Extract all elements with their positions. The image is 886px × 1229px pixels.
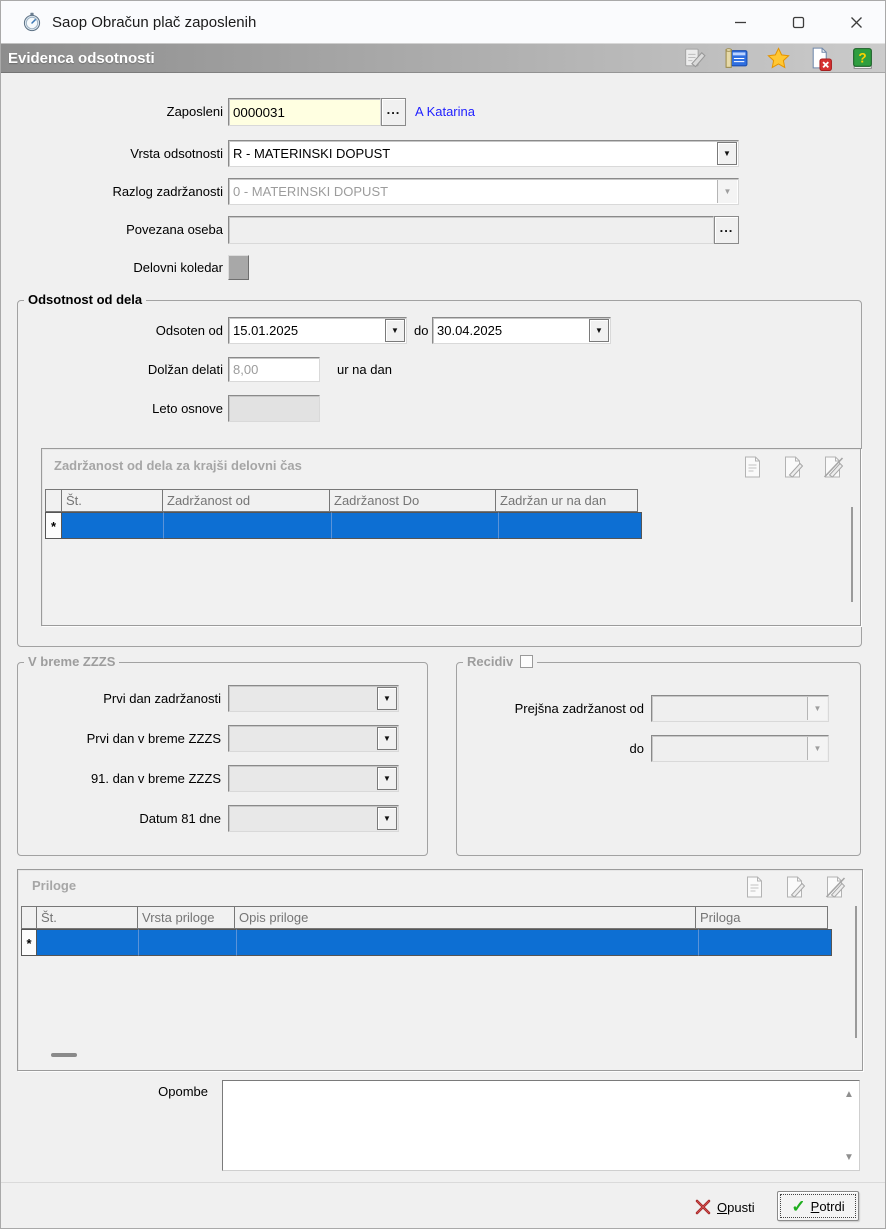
- zaposleni-label: Zaposleni: [166, 104, 223, 119]
- datum-81-dne-label: Datum 81 dne: [139, 811, 221, 826]
- opombe-label: Opombe: [158, 1084, 208, 1099]
- row-indicator: *: [45, 512, 62, 539]
- window-title: Saop Obračun plač zaposlenih: [52, 13, 257, 31]
- leto-osnove-label: Leto osnove: [152, 401, 223, 416]
- column-header[interactable]: Zadržanost od: [162, 489, 330, 512]
- edit-row-icon: [781, 455, 804, 479]
- dropdown-arrow-icon: ▼: [807, 697, 827, 720]
- potrdi-button[interactable]: [777, 1191, 859, 1221]
- delete-document-icon[interactable]: [808, 46, 833, 71]
- form-title: Evidenca odsotnosti: [8, 49, 155, 67]
- vertical-scrollbar[interactable]: [855, 906, 857, 1038]
- table-cell[interactable]: [164, 512, 332, 539]
- stopwatch-icon: [22, 12, 42, 32]
- povezana-oseba-label: Povezana oseba: [126, 222, 223, 237]
- odsoten-od-label: Odsoten od: [155, 323, 223, 338]
- datum-81-dne-datepicker[interactable]: [228, 805, 399, 832]
- delovni-koledar-button[interactable]: [228, 255, 249, 280]
- prejsna-zadrzanost-od-datepicker: [651, 695, 829, 722]
- table-cell[interactable]: [237, 929, 699, 956]
- recidiv-checkbox[interactable]: [520, 655, 533, 668]
- zaposleni-browse-button[interactable]: ...: [381, 98, 406, 126]
- prvi-dan-v-breme-label: Prvi dan v breme ZZZS: [86, 731, 221, 746]
- potrdi-label: Potrdi: [810, 1198, 845, 1214]
- odsoten-do-datepicker[interactable]: [432, 317, 611, 344]
- priloge-panel-title: Priloge: [32, 878, 77, 893]
- zaposleni-input[interactable]: [228, 98, 381, 126]
- column-header[interactable]: Zadržanost Do: [329, 489, 496, 512]
- row-indicator: *: [21, 929, 37, 956]
- table-row[interactable]: [45, 512, 642, 539]
- dolzan-delati-label: Dolžan delati: [147, 362, 223, 377]
- payroll-icon[interactable]: [724, 46, 749, 71]
- scroll-down-icon[interactable]: ▼: [844, 1152, 854, 1163]
- prejsna-zadrzanost-do-datepicker: [651, 735, 829, 762]
- confirm-check-icon: ✓: [791, 1196, 806, 1216]
- svg-text:?: ?: [858, 50, 867, 66]
- delovni-koledar-label: Delovni koledar: [133, 260, 223, 275]
- add-row-icon: [741, 455, 764, 479]
- razlog-zadrzanosti-label: Razlog zadržanosti: [112, 184, 223, 199]
- add-row-icon: [743, 875, 766, 899]
- table-cell[interactable]: [37, 929, 139, 956]
- help-book-icon[interactable]: [850, 46, 875, 71]
- prvi-dan-zadrzanosti-label: Prvi dan zadržanosti: [103, 691, 221, 706]
- vrsta-odsotnosti-label: Vrsta odsotnosti: [130, 146, 223, 161]
- recidiv-do-label: do: [629, 741, 644, 756]
- odsoten-od-datepicker[interactable]: [228, 317, 407, 344]
- cancel-edit-icon: [823, 875, 846, 899]
- dropdown-arrow-icon[interactable]: ▼: [717, 142, 737, 165]
- dropdown-arrow-icon[interactable]: ▼: [377, 767, 397, 790]
- minimize-button[interactable]: [711, 1, 769, 43]
- priloge-panel: [17, 869, 863, 1071]
- recidiv-title: Recidiv: [467, 654, 514, 669]
- dolzan-delati-field: [228, 357, 320, 382]
- prvi-dan-zadrzanosti-datepicker[interactable]: [228, 685, 399, 712]
- vertical-scrollbar[interactable]: [851, 507, 853, 602]
- edit-row-icon: [783, 875, 806, 899]
- table-row[interactable]: [21, 929, 832, 956]
- opusti-label: Opusti: [717, 1199, 755, 1215]
- table-cell[interactable]: [62, 512, 164, 539]
- povezana-oseba-browse-button[interactable]: ...: [714, 216, 739, 244]
- form-header: [1, 43, 885, 73]
- row-indicator-header: [21, 906, 37, 929]
- ur-na-dan-label: ur na dan: [337, 362, 392, 377]
- row-indicator-header: [45, 489, 62, 512]
- dan-91-v-breme-label: 91. dan v breme ZZZS: [90, 771, 221, 786]
- close-button[interactable]: [827, 1, 885, 43]
- column-header[interactable]: Zadržan ur na dan: [495, 489, 638, 512]
- opusti-button[interactable]: [694, 1193, 755, 1221]
- vrsta-odsotnosti-combobox[interactable]: [228, 140, 739, 167]
- dropdown-arrow-icon[interactable]: ▼: [377, 727, 397, 750]
- razlog-zadrzanosti-value: 0 - MATERINSKI DOPUST: [233, 184, 389, 199]
- title-bar: [1, 1, 885, 43]
- zaposleni-name-link[interactable]: A Katarina: [415, 104, 475, 119]
- opombe-textarea[interactable]: [222, 1080, 860, 1171]
- cancel-edit-icon: [821, 455, 844, 479]
- odsotnost-od-dela-title: Odsotnost od dela: [24, 292, 146, 307]
- odsoten-od-value: 15.01.2025: [233, 323, 299, 338]
- povezana-oseba-field: [228, 216, 714, 244]
- cancel-x-icon: [694, 1198, 712, 1216]
- notes-icon[interactable]: [682, 46, 707, 71]
- column-header[interactable]: Priloga: [695, 906, 828, 929]
- table-cell[interactable]: [332, 512, 499, 539]
- star-icon[interactable]: [766, 46, 791, 71]
- scroll-up-icon[interactable]: ▲: [844, 1089, 854, 1100]
- zadrzanost-panel-title: Zadržanost od dela za krajši delovni čas: [54, 458, 302, 473]
- footer-divider: [1, 1182, 885, 1183]
- dropdown-arrow-icon: ▼: [807, 737, 827, 760]
- column-header[interactable]: Vrsta priloge: [137, 906, 235, 929]
- table-cell[interactable]: [699, 929, 832, 956]
- prejsna-zadrzanost-od-label: Prejšna zadržanost od: [514, 701, 644, 716]
- column-header[interactable]: Opis priloge: [234, 906, 696, 929]
- vrsta-odsotnosti-value: R - MATERINSKI DOPUST: [233, 146, 391, 161]
- column-header[interactable]: Št.: [61, 489, 163, 512]
- maximize-button[interactable]: [769, 1, 827, 43]
- dropdown-arrow-icon[interactable]: ▼: [377, 687, 397, 710]
- column-header[interactable]: Št.: [36, 906, 138, 929]
- do-label: do: [414, 323, 429, 338]
- prvi-dan-v-breme-datepicker[interactable]: [228, 725, 399, 752]
- dropdown-arrow-icon[interactable]: ▼: [377, 807, 397, 830]
- dropdown-arrow-icon: ▼: [717, 180, 737, 203]
- dropdown-arrow-icon[interactable]: ▼: [385, 319, 405, 342]
- leto-osnove-field: [228, 395, 320, 422]
- dan-91-v-breme-datepicker[interactable]: [228, 765, 399, 792]
- table-cell[interactable]: [139, 929, 237, 956]
- v-breme-zzzs-title: V breme ZZZS: [24, 654, 119, 669]
- horizontal-scrollbar-thumb[interactable]: [51, 1053, 77, 1057]
- dropdown-arrow-icon[interactable]: ▼: [589, 319, 609, 342]
- dolzan-delati-value: 8,00: [233, 362, 259, 377]
- zadrzanost-panel: [41, 448, 861, 626]
- odsoten-do-value: 30.04.2025: [437, 323, 503, 338]
- razlog-zadrzanosti-combobox: [228, 178, 739, 205]
- table-cell[interactable]: [499, 512, 642, 539]
